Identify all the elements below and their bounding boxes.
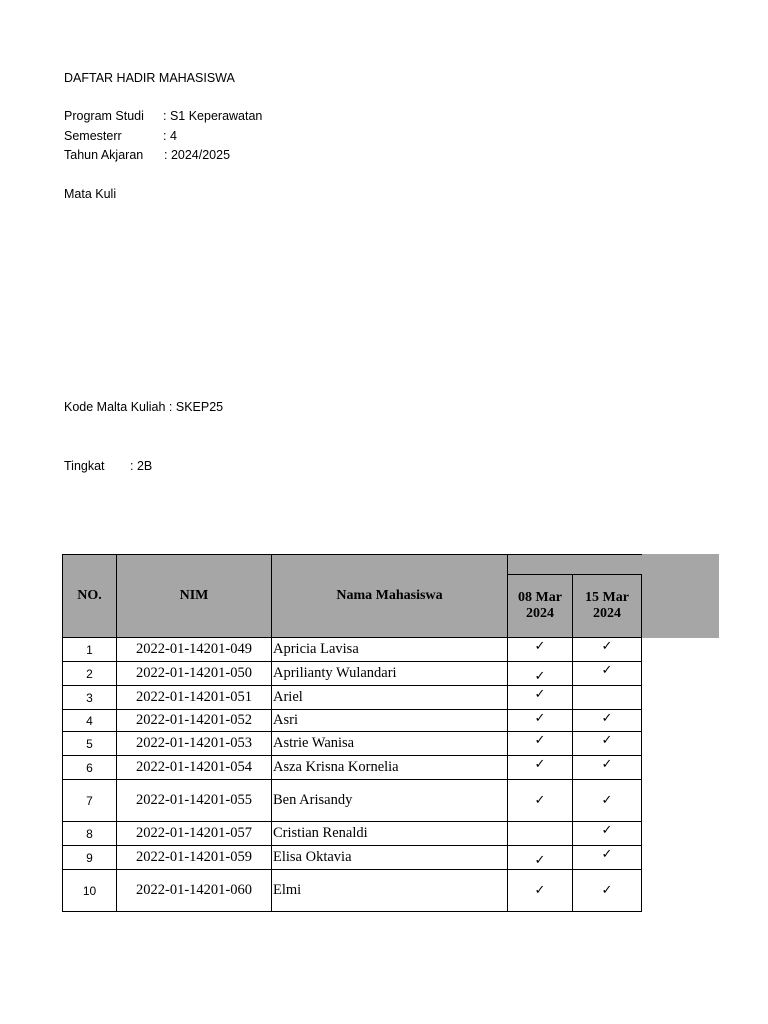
table-row — [63, 662, 642, 686]
row-nim: 2022-01-14201-055 — [117, 780, 272, 822]
row-date-1-check: ✓ — [508, 638, 573, 662]
level-value: : 2B — [130, 459, 153, 473]
row-date-2-check: ✓ — [573, 822, 642, 846]
row-date-2-check: ✓ — [573, 662, 642, 686]
table-row — [63, 732, 642, 756]
col-date-1-header — [508, 575, 573, 638]
row-date-1-check: ✓ — [508, 780, 573, 822]
row-date-2-check: ✓ — [573, 732, 642, 756]
row-date-2-check — [573, 686, 642, 710]
row-name: Aprilianty Wulandari — [272, 662, 508, 686]
row-date-1-check: ✓ — [508, 756, 573, 780]
row-number: 3 — [63, 686, 117, 710]
col-name-header: Nama Mahasiswa — [272, 555, 508, 638]
row-name: Astrie Wanisa — [272, 732, 508, 756]
row-name: Ben Arisandy — [272, 780, 508, 822]
row-date-2-check: ✓ — [573, 846, 642, 870]
row-date-1-check: ✓ — [508, 686, 573, 710]
row-number: 5 — [63, 732, 117, 756]
row-nim: 2022-01-14201-054 — [117, 756, 272, 780]
document-title: DAFTAR HADIR MAHASISWA — [64, 71, 235, 85]
level-row — [64, 458, 152, 474]
col-nim-header: NIM — [117, 555, 272, 638]
level-label: Tingkat — [64, 459, 105, 473]
row-number: 9 — [63, 846, 117, 870]
row-date-2-check: ✓ — [573, 870, 642, 912]
row-date-1-check: ✓ — [508, 870, 573, 912]
row-date-1-check: ✓ — [508, 732, 573, 756]
table-row — [63, 638, 642, 662]
row-number: 7 — [63, 780, 117, 822]
row-date-2-check: ✓ — [573, 756, 642, 780]
row-nim: 2022-01-14201-051 — [117, 686, 272, 710]
row-name: Apricia Lavisa — [272, 638, 508, 662]
row-number: 8 — [63, 822, 117, 846]
semester-label: Semesterr — [64, 129, 122, 143]
row-name: Elisa Oktavia — [272, 846, 508, 870]
date-1-day: 08 Mar — [518, 590, 562, 605]
year-row — [64, 147, 230, 163]
header-row — [63, 555, 642, 575]
date-group-header — [508, 555, 642, 575]
row-nim: 2022-01-14201-052 — [117, 710, 272, 732]
table-row — [63, 846, 642, 870]
row-number: 6 — [63, 756, 117, 780]
row-date-1-check: ✓ — [508, 662, 573, 686]
row-number: 4 — [63, 710, 117, 732]
col-date-2-header — [573, 575, 642, 638]
date-2-year: 2024 — [593, 606, 621, 621]
course-code: Kode Malta Kuliah : SKEP25 — [64, 400, 224, 414]
semester-value: : 4 — [163, 129, 177, 143]
row-number: 2 — [63, 662, 117, 686]
row-date-1-check: ✓ — [508, 846, 573, 870]
row-number: 1 — [63, 638, 117, 662]
table-row — [63, 780, 642, 822]
course-label: Mata Kuli — [64, 187, 117, 201]
row-nim: 2022-01-14201-049 — [117, 638, 272, 662]
semester-row — [64, 128, 177, 144]
row-date-2-check: ✓ — [573, 710, 642, 732]
table-row — [63, 686, 642, 710]
row-date-2-check: ✓ — [573, 638, 642, 662]
row-name: Asza Krisna Kornelia — [272, 756, 508, 780]
row-name: Asri — [272, 710, 508, 732]
year-value: : 2024/2025 — [164, 148, 231, 162]
program-value: : S1 Keperawatan — [163, 109, 263, 123]
row-number: 10 — [63, 870, 117, 912]
row-name: Ariel — [272, 686, 508, 710]
program-row — [64, 108, 262, 124]
date-2-day: 15 Mar — [585, 590, 629, 605]
year-label: Tahun Akjaran — [64, 148, 144, 162]
header-shading-extension — [642, 554, 719, 638]
row-date-1-check: ✓ — [508, 710, 573, 732]
row-nim: 2022-01-14201-060 — [117, 870, 272, 912]
table-row — [63, 822, 642, 846]
table-row — [63, 870, 642, 912]
row-name: Cristian Renaldi — [272, 822, 508, 846]
row-nim: 2022-01-14201-059 — [117, 846, 272, 870]
date-1-year: 2024 — [526, 606, 554, 621]
row-nim: 2022-01-14201-057 — [117, 822, 272, 846]
row-name: Elmi — [272, 870, 508, 912]
col-no-header: NO. — [63, 555, 117, 638]
attendance-table — [62, 554, 642, 912]
row-date-2-check: ✓ — [573, 780, 642, 822]
row-nim: 2022-01-14201-053 — [117, 732, 272, 756]
row-nim: 2022-01-14201-050 — [117, 662, 272, 686]
table-row — [63, 710, 642, 732]
row-date-1-check — [508, 822, 573, 846]
table-row — [63, 756, 642, 780]
program-label: Program Studi — [64, 109, 144, 123]
attendance-rows — [63, 638, 642, 912]
